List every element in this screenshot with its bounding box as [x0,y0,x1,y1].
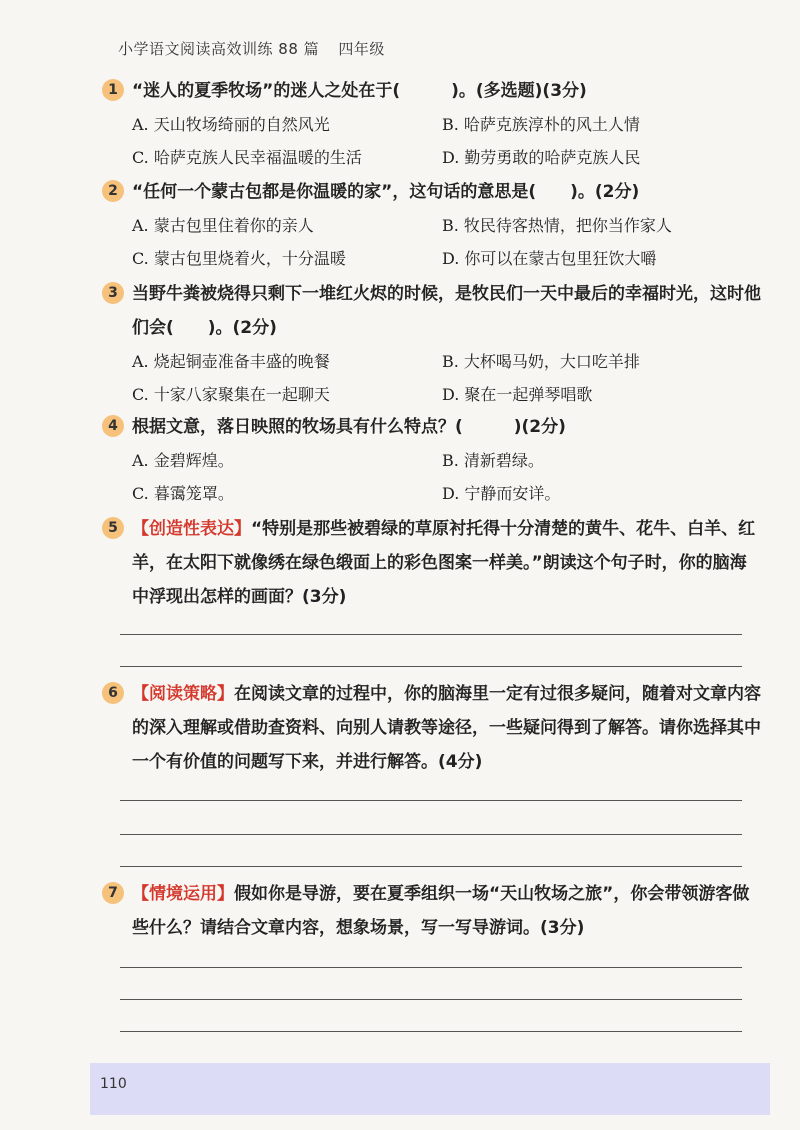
question-5 [102,512,762,614]
option-c[interactable]: C. 暮霭笼罩。 [132,484,234,503]
footer-band [90,1063,770,1115]
question-stem: “迷人的夏季牧场”的迷人之处在于( )。(多选题)(3分) [132,81,587,101]
question-2 [102,175,762,275]
option-c[interactable]: C. 十家八家聚集在一起聊天 [132,385,330,404]
question-1 [102,74,762,174]
question-stem: 根据文意，落日映照的牧场具有什么特点？( )(2分) [132,417,566,437]
option-a[interactable]: A. 烧起铜壶准备丰盛的晚餐 [132,352,330,371]
question-stem: “任何一个蒙古包都是你温暖的家”，这句话的意思是( )。(2分) [132,182,640,202]
answer-line[interactable] [120,800,742,801]
grade-label: 四年级 [338,40,385,58]
question-number: 5 [102,517,124,539]
option-c[interactable]: C. 蒙古包里烧着火，十分温暖 [132,249,346,268]
book-title: 小学语文阅读高效训练 88 篇 [118,40,320,58]
answer-line[interactable] [120,1031,742,1032]
option-d[interactable]: D. 勤劳勇敢的哈萨克族人民 [442,148,641,167]
answer-line[interactable] [120,866,742,867]
question-number: 7 [102,882,124,904]
question-number: 6 [102,682,124,704]
option-d[interactable]: D. 聚在一起弹琴唱歌 [442,385,593,404]
option-a[interactable]: A. 天山牧场绮丽的自然风光 [132,115,330,134]
option-b[interactable]: B. 牧民待客热情，把你当作家人 [442,216,672,235]
question-number: 4 [102,415,124,437]
answer-line[interactable] [120,666,742,667]
question-number: 1 [102,79,124,101]
answer-line[interactable] [120,634,742,635]
options [132,345,762,411]
question-6 [102,677,762,779]
answer-line[interactable] [120,999,742,1000]
question-7 [102,877,762,945]
question-tag: 【阅读策略】 [132,684,234,704]
option-b[interactable]: B. 大杯喝马奶，大口吃羊排 [442,352,640,371]
question-stem: “特别是那些被碧绿的草原衬托得十分清楚的黄牛、花牛、白羊、红羊，在太阳下就像绣在绿色缎面上的彩色图案一样美。”朗读这个句子时，你的脑海中浮现出怎样的画面？(3分) [132,519,756,607]
option-b[interactable]: B. 哈萨克族淳朴的风土人情 [442,115,640,134]
options [132,209,762,275]
answer-line[interactable] [120,967,742,968]
question-number: 3 [102,282,124,304]
option-d[interactable]: D. 宁静而安详。 [442,484,561,503]
options [132,444,762,510]
page-number: 110 [100,1076,127,1092]
question-3 [102,277,762,411]
question-stem: 在阅读文章的过程中，你的脑海里一定有过很多疑问，随着对文章内容的深入理解或借助查资料、向别人请教等途径，一些疑问得到了解答。请你选择其中一个有价值的问题写下来，并进行解答。(4分) [132,684,761,772]
question-tag: 【情境运用】 [132,884,234,904]
option-b[interactable]: B. 清新碧绿。 [442,451,544,470]
question-stem: 当野牛粪被烧得只剩下一堆红火烬的时候，是牧民们一天中最后的幸福时光，这时他们会( )。(2分) [132,284,761,338]
option-c[interactable]: C. 哈萨克族人民幸福温暖的生活 [132,148,362,167]
question-tag: 【创造性表达】 [132,519,251,539]
option-d[interactable]: D. 你可以在蒙古包里狂饮大嚼 [442,249,657,268]
answer-line[interactable] [120,834,742,835]
option-a[interactable]: A. 金碧辉煌。 [132,451,234,470]
question-number: 2 [102,180,124,202]
option-a[interactable]: A. 蒙古包里住着你的亲人 [132,216,314,235]
page-header [118,38,385,59]
question-stem: 假如你是导游，要在夏季组织一场“天山牧场之旅”，你会带领游客做些什么？请结合文章内容，想象场景，写一写导游词。(3分) [132,884,750,938]
question-4 [102,410,762,510]
options [132,108,762,174]
